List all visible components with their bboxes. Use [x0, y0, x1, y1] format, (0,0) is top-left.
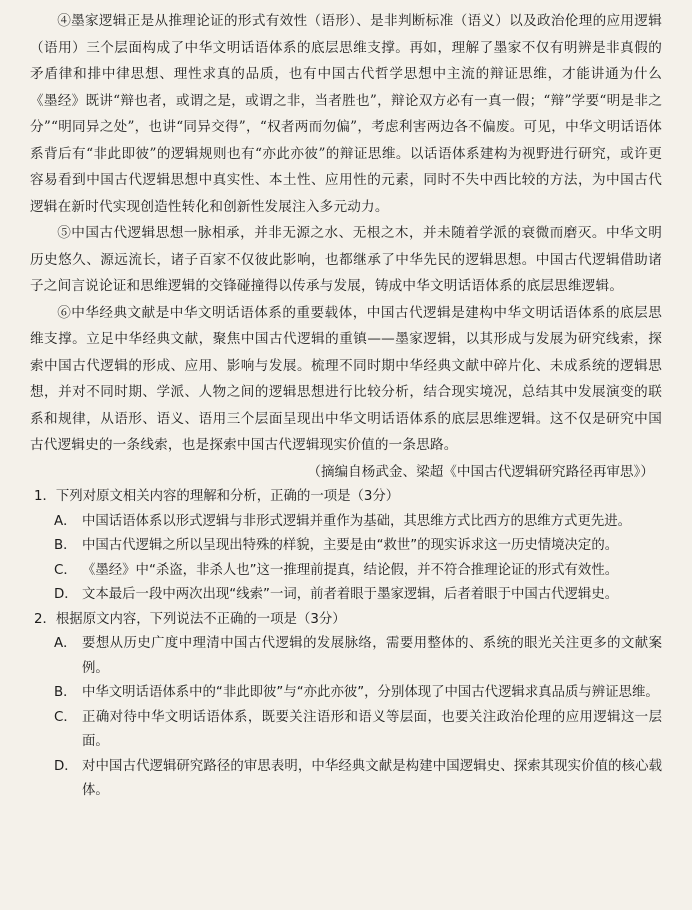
option-a: [30, 510, 662, 535]
option-letter: B．: [54, 685, 77, 700]
option-d: [30, 583, 662, 608]
option-letter: C．: [54, 562, 77, 578]
question-2: [30, 608, 662, 804]
option-d: [30, 755, 662, 804]
source-citation: （摘编自杨武金、梁超《中国古代逻辑研究路径再审思》）: [307, 463, 654, 480]
option-text: 对中国古代逻辑研究路径的审思表明，中华经典文献是构建中国逻辑史、探索其现实价值的核心载体。: [82, 758, 662, 798]
paragraph-6: ⑥中华经典文献是中华文明话语体系的重要载体，中国古代逻辑是建构中华文明话语体系的底层思维支撑。立足中华经典文献，聚焦中国古代逻辑的重镇——墨家逻辑，以其形成与发展为研究线索，探索中国古代逻辑的形成、应用、影响与发展。梳理不同时期中华经典文献中碎片化、未成系统的逻辑思想，并对不同时期、学派、人物之间的逻辑思想进行比较分析，结合现实境况，总结其中发展演变的联系和规律，从语形、语义、语用三个层面呈现出中华文明话语体系的底层思维逻辑。这不仅是研究中国古代逻辑史的一条线索，也是探索中国古代逻辑现实价值的一条思路。: [30, 304, 662, 453]
question-1: [30, 485, 662, 608]
option-letter: A．: [54, 513, 77, 529]
option-a: [30, 632, 662, 681]
document-page: [30, 8, 662, 804]
option-letter: D．: [54, 758, 78, 774]
option-letter: C．: [54, 709, 77, 725]
option-c: [30, 559, 662, 584]
option-letter: A．: [54, 636, 77, 651]
option-text: 要想从历史广度中理清中国古代逻辑的发展脉络，需要用整体的、系统的眼光关注更多的文献案例。: [82, 636, 662, 676]
option-letter: B．: [54, 538, 77, 553]
option-text: 正确对待中华文明话语体系，既要关注语形和语义等层面，也要关注政治伦理的应用逻辑这一层面。: [82, 709, 662, 749]
paragraph-5: ⑤中国古代逻辑思想一脉相承，并非无源之水、无根之木，并未随着学派的衰微而磨灭。中华文明历史悠久、源远流长，诸子百家不仅彼此影响，也都继承了中华先民的逻辑思想。中国古代逻辑借助诸子之间言说论证和思维逻辑的交锋碰撞得以传承与发展，铸成中华文明话语体系的底层思维逻辑。: [30, 225, 662, 294]
option-b: [30, 534, 662, 559]
question-stem: 2．根据原文内容，下列说法不正确的一项是（3分）: [34, 611, 346, 627]
option-letter: D．: [54, 587, 78, 602]
paragraph-4: ④墨家逻辑正是从推理论证的形式有效性（语形）、是非判断标准（语义）以及政治伦理的应用逻辑（语用）三个层面构成了中华文明话语体系的底层思维支撑。再如，理解了墨家不仅有明辨是非真假的矛盾律和排中律思想、理性求真的品质，也有中国古代哲学思想中主流的辩证思维，才能讲通为什么《墨经》既讲“辩也者，或谓之是，或谓之非，当者胜也”，辩论双方必有一真一假；“辩”学要“明是非之分”“明同异之处”，也讲“同异交得”，“权者两而勿偏”，考虑利害两边各不偏废。可见，中华文明话语体系背后有“非此即彼”的逻辑规则也有“亦此亦彼”的辩证思维。以话语体系建构为视野进行研究，或许更容易看到中国古代逻辑思想中真实性、本土性、应用性的元素，同时不失中西比较的方法，为中国古代逻辑在新时代实现创造性转化和创新性发展注入多元动力。: [30, 13, 662, 215]
option-b: [30, 681, 662, 706]
option-text: 中华文明话语体系中的“非此即彼”与“亦此亦彼”，分别体现了中国古代逻辑求真品质与辨证思维。: [82, 685, 659, 700]
option-text: 《墨经》中“杀盗，非杀人也”这一推理前提真，结论假，并不符合推理论证的形式有效性。: [82, 562, 619, 578]
option-c: [30, 706, 662, 755]
option-text: 中国古代逻辑之所以呈现出特殊的样貌，主要是由“救世”的现实诉求这一历史情境决定的。: [82, 538, 619, 553]
question-stem: 1．下列对原文相关内容的理解和分析，正确的一项是（3分）: [34, 489, 400, 504]
option-text: 中国话语体系以形式逻辑与非形式逻辑并重作为基础，其思维方式比西方的思维方式更先进。: [82, 513, 632, 529]
option-text: 文本最后一段中两次出现“线索”一词，前者着眼于墨家逻辑，后者着眼于中国古代逻辑史。: [82, 587, 619, 602]
